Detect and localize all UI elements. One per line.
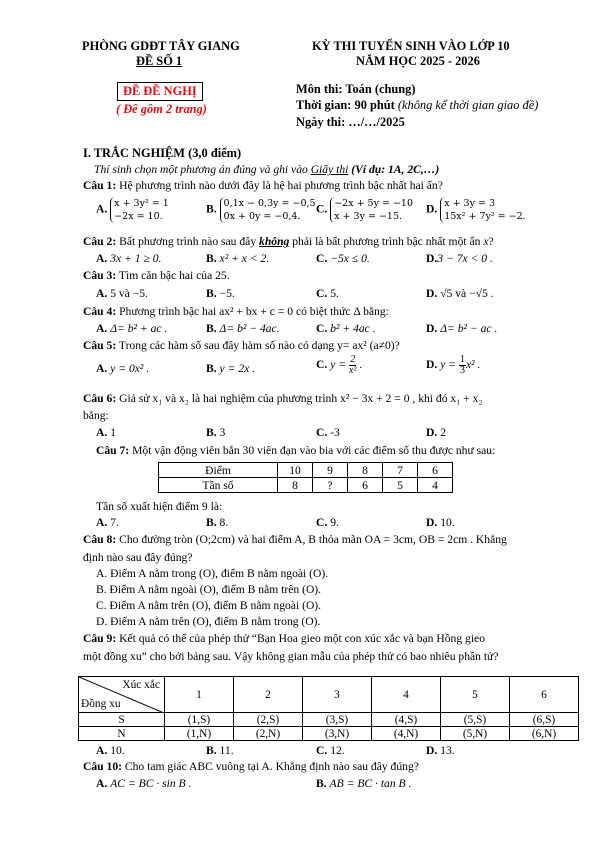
q7-stem: Câu 7: Một vận động viên bắn 30 viên đạn vào bia với các điểm số thu được như sau: (96, 444, 496, 457)
time-note: (không kể thời gian giao đề) (397, 98, 539, 112)
subject: Môn thi: Toán (chung) (296, 82, 416, 96)
pages-note: ( Đề gồm 2 trang) (116, 102, 207, 116)
q5-option-b[interactable]: B. y = 2x . (206, 362, 256, 375)
q5-option-c[interactable]: C. y = $\frac{2}{\text{x²}}$ . (316, 354, 363, 376)
q2-option-b[interactable]: B. x² + x < 2. (206, 252, 270, 265)
q3-stem: Câu 3: Tìm căn bậc hai của 25. (83, 269, 230, 282)
table-header-cell: 5 (441, 677, 510, 713)
q10-stem: Câu 10: Cho tam giác ABC vuông tại A. Khẳng định nào sau đây đúng? (83, 760, 419, 773)
q9-option-a[interactable]: A. 10. (96, 744, 125, 757)
exam-date: Ngày thi: …/…/2025 (296, 115, 405, 129)
q1-option-d[interactable]: D. x + 3y = 3 15x² + 7y² = −2. (426, 198, 526, 222)
q3-option-c[interactable]: C. 5. (316, 287, 339, 300)
q6-option-d[interactable]: D. 2 (426, 426, 446, 439)
q8-option-b[interactable]: B. Điểm A nằm ngoài (O), điểm B nằm trên (O). (96, 583, 322, 596)
q8-stem: Câu 8: Cho đường tròn (O;2cm) và hai điểm A, B thỏa mãn OA = 3cm, OB = 2cm . Khẳng (83, 533, 507, 546)
q3-option-b[interactable]: B. −5. (206, 287, 235, 300)
table-header-cell: N (79, 727, 165, 741)
school-year: NĂM HỌC 2025 - 2026 (356, 54, 480, 68)
score-table (158, 462, 453, 493)
q9-option-c[interactable]: C. 12. (316, 744, 345, 757)
q7-option-d[interactable]: D. 10. (426, 516, 455, 529)
table-cell: (5,N) (441, 727, 510, 741)
table-cell: 10 (278, 463, 313, 478)
q2-stem: Câu 2: Bất phương trình nào sau đây không phải là bất phương trình bậc nhất một ẩn x? (83, 235, 494, 248)
exam-title: KỲ THI TUYỂN SINH VÀO LỚP 10 (312, 39, 510, 53)
corner-top-label: Xúc xắc (122, 679, 160, 691)
table-cell: (5,S) (441, 713, 510, 727)
q2-option-c[interactable]: C. −5x ≤ 0. (316, 252, 370, 265)
q6-stem: Câu 6: Giả sử x₁ và x₂ là hai nghiệm của phương trình x² − 3x + 2 = 0 , khi đó x₁ + x₂ (83, 392, 483, 405)
q9-stem: Câu 9: Kết quả có thể của phép thử “Bạn Hoa gieo một con xúc xắc và bạn Hồng gieo (83, 632, 485, 645)
table-cell: 6 (418, 463, 453, 478)
q4-option-d[interactable]: D. Δ= b² − ac . (426, 322, 498, 335)
q1-option-b[interactable]: B. 0,1x − 0,3y = −0,5 0x + 0y = −0,4. (206, 198, 316, 222)
table-cell: (4,S) (372, 713, 441, 727)
table-cell: (1,S) (165, 713, 234, 727)
q5-option-d[interactable]: D. y = $\frac{1}{3}$ x² . (426, 354, 481, 376)
q7-question: Tần số xuất hiện điểm 9 là: (96, 500, 223, 513)
q4-stem: Câu 4: Phương trình bậc hai ax² + bx + c = 0 có biệt thức Δ bằng: (83, 305, 389, 318)
q4-option-b[interactable]: B. Δ= b² − 4ac. (206, 322, 280, 335)
q10-option-b[interactable]: B. AB = BC · tan B . (316, 777, 412, 790)
q2-option-a[interactable]: A. 3x + 1 ≥ 0. (96, 252, 162, 265)
corner-bottom-label: Đồng xu (81, 698, 121, 710)
q8-option-d[interactable]: D. Điểm A nằm trên (O), điểm B nằm trong (O). (96, 615, 321, 628)
q8-option-a[interactable]: A. Điểm A nằm trong (O), điểm B nằm ngoài (O). (96, 567, 329, 580)
table-header-cell: S (79, 713, 165, 727)
time-label: Thời gian: 90 phút (296, 98, 395, 112)
table-cell: 6 (348, 478, 383, 493)
q8-option-c[interactable]: C. Điểm A nằm trên (O), điểm B nằm ngoài (O). (96, 599, 322, 612)
table-row (79, 677, 579, 713)
q4-option-c[interactable]: C. b² + 4ac . (316, 322, 376, 335)
table-cell: (2,S) (234, 713, 303, 727)
q7-option-a[interactable]: A. 7. (96, 516, 119, 529)
table-header-cell: Điểm (159, 463, 278, 478)
table-header-cell: Tần số (159, 478, 278, 493)
section-instruction: Thí sinh chọn một phương án đúng và ghi vào Giấy thi (Ví dụ: 1A, 2C,…) (94, 163, 440, 176)
q3-option-a[interactable]: A. 5 và −5. (96, 287, 148, 300)
q6-option-a[interactable]: A. 1 (96, 426, 116, 439)
q7-option-b[interactable]: B. 8. (206, 516, 229, 529)
table-header-cell: 6 (510, 677, 579, 713)
table-row (159, 463, 453, 478)
table-row (79, 727, 579, 741)
q2-option-d[interactable]: D.3 − 7x < 0 . (426, 252, 493, 265)
q9-option-b[interactable]: B. 11. (206, 744, 234, 757)
table-cell: 8 (278, 478, 313, 493)
table-header-cell: 1 (165, 677, 234, 713)
q9-stem-cont: một đồng xu” cho bởi bảng sau. Vậy không gian mẫu của phép thử có bao nhiêu phần tử? (83, 650, 499, 663)
table-cell: ? (313, 478, 348, 493)
outcome-table (78, 676, 579, 741)
proposal-box: ĐỀ ĐỀ NGHỊ (117, 82, 203, 101)
time-line (296, 98, 538, 113)
table-row (159, 478, 453, 493)
table-header-cell: 2 (234, 677, 303, 713)
table-cell: (3,S) (303, 713, 372, 727)
table-row (79, 713, 579, 727)
q1-stem: Câu 1: Hệ phương trình nào dưới đây là hệ hai phương trình bậc nhất hai ẩn? (83, 179, 443, 192)
table-cell: 4 (418, 478, 453, 493)
table-cell: (1,N) (165, 727, 234, 741)
table-cell: 9 (313, 463, 348, 478)
table-cell: (6,N) (510, 727, 579, 741)
table-cell: 7 (383, 463, 418, 478)
table-cell: 5 (383, 478, 418, 493)
exam-code: ĐỀ SỐ 1 (136, 54, 183, 68)
section-title: I. TRẮC NGHIỆM (3,0 điểm) (83, 146, 242, 160)
table-header-cell: 4 (372, 677, 441, 713)
q8-stem-cont: định nào sau đây đúng? (83, 551, 193, 564)
q5-option-a[interactable]: A. y = 0x² . (96, 362, 150, 375)
q5-stem: Câu 5: Trong các hàm số sau đây hàm số nào có dạng y= ax² (a≠0)? (83, 339, 400, 352)
table-cell: (4,N) (372, 727, 441, 741)
table-cell: (3,N) (303, 727, 372, 741)
table-header-cell: 3 (303, 677, 372, 713)
q6-option-b[interactable]: B. 3 (206, 426, 226, 439)
org-name: PHÒNG GDĐT TÂY GIANG (82, 39, 240, 53)
q3-option-d[interactable]: D. √5 và −√5 . (426, 287, 494, 300)
q9-option-d[interactable]: D. 13. (426, 744, 455, 757)
q7-option-c[interactable]: C. 9. (316, 516, 339, 529)
q6-option-c[interactable]: C. -3 (316, 426, 340, 439)
q10-option-a[interactable]: A. AC = BC · sin B . (96, 777, 192, 790)
table-cell: (2,N) (234, 727, 303, 741)
q1-option-a[interactable]: A. x + 3y² = 1 −2x = 10. (96, 198, 169, 222)
q6-stem-cont: bằng: (83, 409, 109, 422)
q4-option-a[interactable]: A. Δ= b² + ac . (96, 322, 168, 335)
q1-option-c[interactable]: C. −2x + 5y = −10 x + 3y = −15. (316, 198, 414, 222)
table-cell: 8 (348, 463, 383, 478)
table-cell: (6,S) (510, 713, 579, 727)
table-corner-cell (79, 677, 165, 713)
